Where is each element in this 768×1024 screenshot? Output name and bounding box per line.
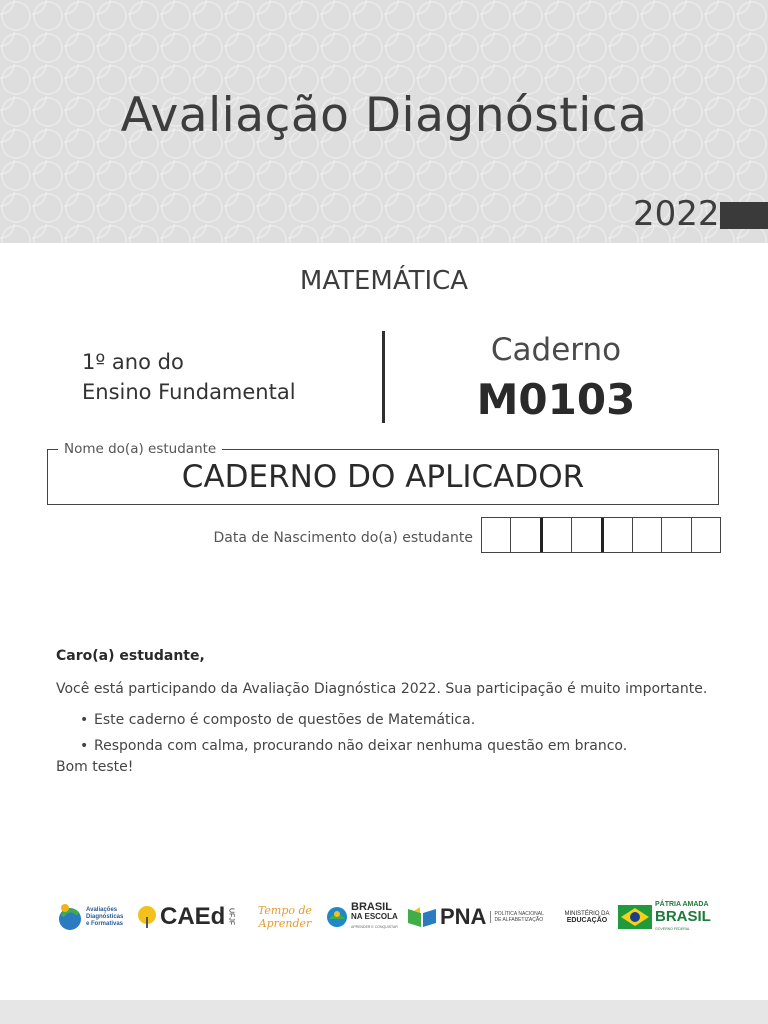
ministerio-educacao-logo: MINISTÉRIO DA EDUCAÇÃO xyxy=(564,910,610,924)
brasil-na-escola-logo: BRASIL NA ESCOLA APRENDER E CONQUISTAR xyxy=(326,897,398,937)
page-title: Avaliação Diagnóstica xyxy=(120,88,648,143)
year-accent-bar xyxy=(720,202,768,229)
student-name-value: CADERNO DO APLICADOR xyxy=(181,459,585,495)
pna-logo: PNA POLÍTICA NACIONAL DE ALFABETIZAÇÃO xyxy=(406,897,556,937)
brazil-flag-icon xyxy=(618,905,652,929)
closing-text: Bom teste! xyxy=(56,759,134,775)
brasil-na-escola-icon xyxy=(326,905,348,929)
avaliacoes-logo: Avaliações Diagnósticas e Formativas xyxy=(56,897,128,937)
header-band xyxy=(0,0,768,243)
birthdate-year-digit-2[interactable] xyxy=(633,518,662,552)
intro-text: Você está participando da Avaliação Diagnóstica 2022. Sua participação é muito importante. xyxy=(56,681,708,697)
birthdate-month-digit-1[interactable] xyxy=(543,518,572,552)
tempo-de-aprender-logo: Tempo de Aprender xyxy=(257,904,313,930)
instruction-item: • Este caderno é composto de questões de Matemática. xyxy=(80,712,476,728)
instruction-list xyxy=(80,707,627,759)
patria-amada-brasil-logo: PÁTRIA AMADA BRASIL GOVERNO FEDERAL xyxy=(618,897,716,937)
student-name-legend: Nome do(a) estudante xyxy=(58,441,222,457)
birthdate-year-digit-1[interactable] xyxy=(604,518,633,552)
birthdate-label: Data de Nascimento do(a) estudante xyxy=(213,530,473,546)
birthdate-field[interactable] xyxy=(481,517,721,553)
avaliacoes-icon xyxy=(56,902,84,932)
grade-line-1: 1º ano do xyxy=(82,350,184,374)
caderno-code: M0103 xyxy=(476,375,636,424)
caed-leaf-icon xyxy=(136,905,158,929)
grade-line-2: Ensino Fundamental xyxy=(82,380,296,404)
subject-title: MATEMÁTICA xyxy=(299,266,469,296)
birthdate-day-digit-2[interactable] xyxy=(511,518,542,552)
birthdate-month-digit-2[interactable] xyxy=(572,518,603,552)
caderno-label: Caderno xyxy=(490,332,622,368)
birthdate-year-digit-3[interactable] xyxy=(662,518,691,552)
birthdate-day-digit-1[interactable] xyxy=(482,518,511,552)
footer-band xyxy=(0,1000,768,1024)
instruction-item: • Responda com calma, procurando não deixar nenhuma questão em branco. xyxy=(80,738,628,754)
year-label: 2022 xyxy=(633,194,720,234)
birthdate-year-digit-4[interactable] xyxy=(692,518,720,552)
footer-logos xyxy=(56,897,716,937)
greeting: Caro(a) estudante, xyxy=(56,648,205,664)
vertical-divider xyxy=(382,331,385,423)
grade-info xyxy=(82,347,296,407)
pna-book-icon xyxy=(406,905,438,929)
caed-logo: CAEd UFJF xyxy=(136,897,248,937)
